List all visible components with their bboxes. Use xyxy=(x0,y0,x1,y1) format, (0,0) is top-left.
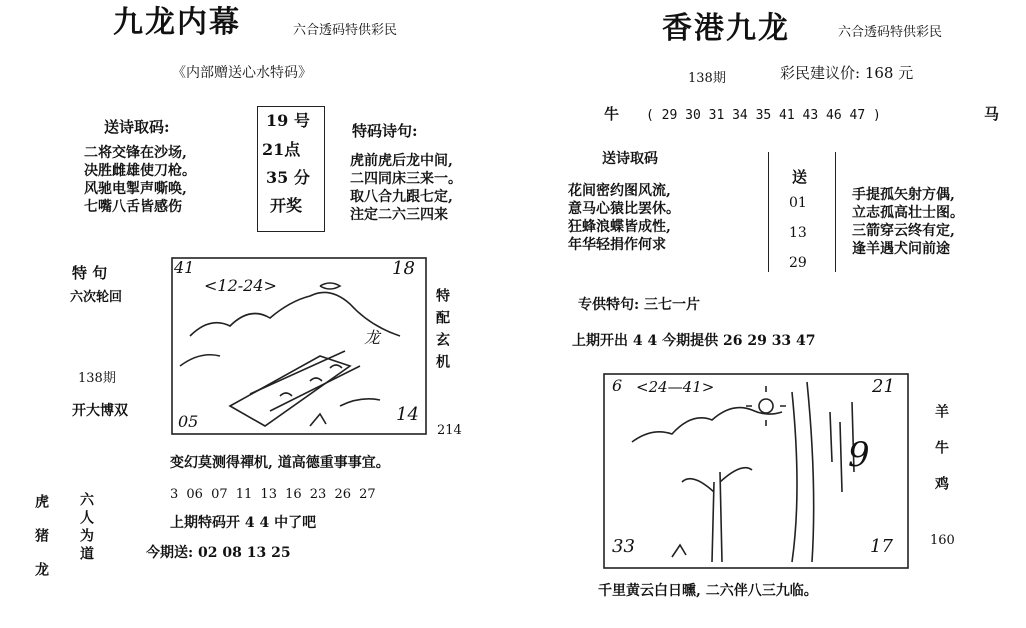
left-animals-vertical: 虎猪龙 xyxy=(33,494,49,596)
left-open: 开大博双 xyxy=(72,403,128,419)
left-today-send: 今期送: 02 08 13 25 xyxy=(146,545,291,561)
right-poem: 手提孤矢射方偶, 立志孤高壮士图。 三箭穿云终有定, 逢羊遇犬问前途 xyxy=(852,187,964,257)
left-special-poem-label: 特码诗句: xyxy=(352,122,418,140)
left-sketch-field-lines xyxy=(250,351,360,411)
right-sketch-range: <24—41> xyxy=(636,378,715,396)
left-sketch-cloud xyxy=(320,283,340,289)
left-sketch-tr: 18 xyxy=(392,258,415,279)
left-side-vertical: 特配玄机 xyxy=(434,288,450,376)
right-send-poem: 花间密约图风流, 意马心猿比罢休。 狂蜂浪蝶皆成性, 年华轻捐作何求 xyxy=(568,183,680,253)
ox-label: 牛 xyxy=(604,105,620,123)
right-title: 香港九龙 xyxy=(662,11,790,46)
right-bottom-phrase: 千里黄云白日曛, 二六伴八三九临。 xyxy=(598,583,818,599)
right-special-label: 专供特句: 三七一片 xyxy=(578,297,701,313)
left-sketch-bl: 05 xyxy=(178,412,199,431)
left-sketch-range: <12-24> xyxy=(204,276,277,295)
left-title: 九龙内幕 xyxy=(113,5,241,40)
left-six-people: 六人为道 xyxy=(78,492,94,564)
horse-label: 马 xyxy=(984,105,1000,123)
time-box-line-2: 21点 xyxy=(262,140,301,159)
right-sketch-bl: 33 xyxy=(612,536,635,557)
right-last-open: 上期开出 4 4 今期提供 26 29 33 47 xyxy=(572,333,816,349)
right-sketch-sun xyxy=(759,399,773,413)
left-sketch-tl: 41 xyxy=(174,258,195,277)
left-sketch-grass xyxy=(310,399,380,426)
right-sketch-grass xyxy=(672,545,686,557)
right-send-poem-label: 送诗取码 xyxy=(602,151,658,167)
send-box-line-1: 送 xyxy=(792,168,808,186)
left-sketch-dragon: 龙 xyxy=(364,328,381,347)
time-box-line-3: 35 分 xyxy=(266,168,310,187)
send-box-line-4: 29 xyxy=(789,255,807,271)
right-sketch-plant-stem xyxy=(712,472,722,562)
left-last-special: 上期特码开 4 4 中了吧 xyxy=(170,515,317,531)
right-subtitle: 六合透码特供彩民 xyxy=(838,25,943,40)
right-side-number: 160 xyxy=(930,533,955,548)
ox-numbers: ( 29 30 31 34 35 41 43 46 47 ) xyxy=(646,108,881,123)
right-side-vertical: 羊牛鸡 xyxy=(933,404,949,512)
right-sketch-mountains xyxy=(632,408,782,442)
right-sketch-tl: 6 xyxy=(612,376,623,395)
left-sketch-br: 14 xyxy=(396,404,419,425)
time-box-line-4: 开奖 xyxy=(270,196,303,215)
left-period: 138期 xyxy=(78,371,116,386)
send-box-line-2: 01 xyxy=(789,195,807,211)
left-subtitle: 六合透码特供彩民 xyxy=(293,23,398,38)
right-price: 彩民建议价: 168 元 xyxy=(780,64,914,82)
right-sketch-nine: 9 xyxy=(848,435,870,475)
tejv-text: 六次轮回 xyxy=(70,290,123,305)
time-box-line-1: 19 号 xyxy=(266,111,310,130)
right-sketch-tr: 21 xyxy=(872,376,895,397)
right-sketch-br: 17 xyxy=(870,536,893,557)
right-sketch-plant-leaves xyxy=(682,468,752,492)
left-send-poem-label: 送诗取码: xyxy=(104,118,170,136)
right-sketch-tree-trunk xyxy=(792,382,814,562)
left-special-poem: 虎前虎后龙中间, 二四同床三来一。 取八合九跟七定, 注定二六三四来 xyxy=(350,153,462,223)
left-tagline: 《内部赠送心水特码》 xyxy=(172,65,312,81)
tejv-label: 特 句 xyxy=(72,264,108,282)
send-box-line-3: 13 xyxy=(789,225,807,241)
left-send-poem: 二将交锋在沙场, 决胜雌雄使刀枪。 风驰电掣声嘶唤, 七嘴八舌皆感伤 xyxy=(84,145,196,215)
left-sketch-hill xyxy=(180,355,220,366)
left-side-number: 214 xyxy=(437,423,462,438)
right-period: 138期 xyxy=(688,71,726,86)
left-number-list: 3 06 07 11 13 16 23 26 27 xyxy=(170,487,376,502)
right-sketch-sun-rays xyxy=(746,386,786,426)
left-bottom-phrase: 变幻莫测得禪机, 道高德重事事宜。 xyxy=(170,455,390,471)
